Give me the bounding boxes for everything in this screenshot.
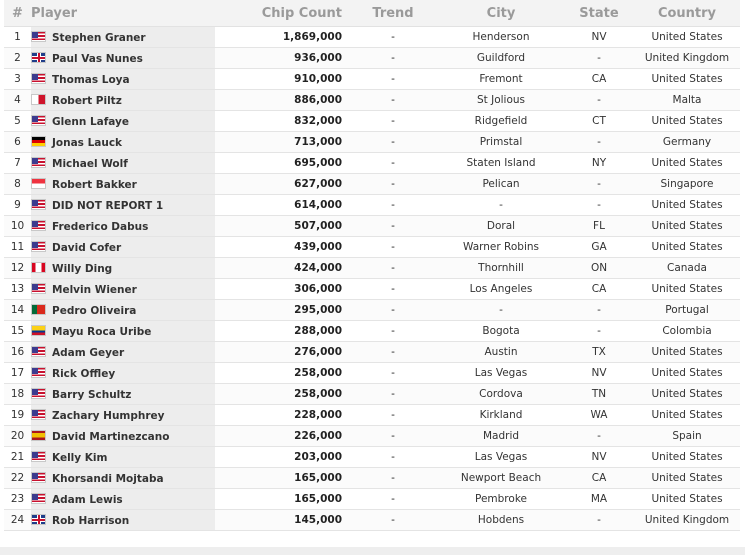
country-flag-icon [31,73,46,84]
player-name-link[interactable]: Stephen Graner [52,31,146,44]
rank-cell: 23 [4,489,31,510]
state-cell: - [564,321,634,342]
country-cell: United States [634,363,740,384]
player-name-link[interactable]: Adam Lewis [52,493,123,506]
header-player[interactable]: Player [31,0,215,27]
trend-cell: - [348,321,438,342]
trend-cell: - [348,153,438,174]
city-cell: Thornhill [438,258,564,279]
table-row [4,174,740,195]
table-body [4,27,740,531]
player-cell [31,384,215,405]
table-row [4,405,740,426]
chip-count-cell: 165,000 [215,489,348,510]
trend-cell: - [348,258,438,279]
player-name-link[interactable]: Kelly Kim [52,451,108,464]
rank-cell: 1 [4,27,31,48]
table-row [4,237,740,258]
country-cell: United States [634,27,740,48]
player-name-link[interactable]: Zachary Humphrey [52,409,165,422]
rank-cell: 6 [4,132,31,153]
state-cell: - [564,510,634,531]
header-country[interactable]: Country [634,0,740,27]
player-cell [31,510,215,531]
trend-cell: - [348,489,438,510]
country-cell: United States [634,195,740,216]
country-flag-icon [31,283,46,294]
country-flag-icon [31,346,46,357]
state-cell: CA [564,468,634,489]
city-cell: Ridgefield [438,111,564,132]
city-cell: Henderson [438,27,564,48]
table-row [4,510,740,531]
trend-cell: - [348,384,438,405]
state-cell: WA [564,405,634,426]
player-name-link[interactable]: Rick Offley [52,367,116,380]
country-cell: United States [634,342,740,363]
country-flag-icon [31,115,46,126]
rank-cell: 21 [4,447,31,468]
table-row [4,384,740,405]
chip-count-cell: 276,000 [215,342,348,363]
trend-cell: - [348,342,438,363]
rank-cell: 8 [4,174,31,195]
country-cell: United States [634,489,740,510]
player-cell [31,426,215,447]
city-cell: Bogota [438,321,564,342]
player-cell [31,300,215,321]
table-row [4,153,740,174]
chip-count-cell: 910,000 [215,69,348,90]
player-name-link[interactable]: Adam Geyer [52,346,125,359]
state-cell: CA [564,69,634,90]
country-flag-icon [31,514,46,525]
player-name-link[interactable]: Khorsandi Mojtaba [52,472,164,485]
state-cell: - [564,90,634,111]
table-row [4,111,740,132]
player-name-link[interactable]: David Martinezcano [52,430,170,443]
country-flag-icon [31,325,46,336]
chip-count-cell: 226,000 [215,426,348,447]
state-cell: - [564,132,634,153]
country-cell: Germany [634,132,740,153]
trend-cell: - [348,90,438,111]
rank-cell: 10 [4,216,31,237]
player-cell [31,489,215,510]
state-cell: - [564,426,634,447]
chip-count-cell: 832,000 [215,111,348,132]
state-cell: - [564,300,634,321]
country-cell: Colombia [634,321,740,342]
header-trend[interactable]: Trend [348,0,438,27]
country-cell: United States [634,69,740,90]
table-row [4,195,740,216]
state-cell: - [564,174,634,195]
country-cell: United States [634,447,740,468]
country-flag-icon [31,262,46,273]
city-cell: Las Vegas [438,363,564,384]
country-cell: United States [634,237,740,258]
player-name-link[interactable]: Pedro Oliveira [52,304,137,317]
rank-cell: 12 [4,258,31,279]
player-cell [31,447,215,468]
chip-count-cell: 886,000 [215,90,348,111]
country-cell: United Kingdom [634,510,740,531]
trend-cell: - [348,174,438,195]
state-cell: NV [564,363,634,384]
player-cell [31,405,215,426]
chip-count-cell: 258,000 [215,384,348,405]
table-row [4,27,740,48]
bottom-scroll-area [0,547,745,555]
rank-cell: 24 [4,510,31,531]
state-cell: NV [564,447,634,468]
city-cell: - [438,300,564,321]
country-flag-icon [31,367,46,378]
player-cell [31,279,215,300]
country-flag-icon [31,220,46,231]
rank-cell: 5 [4,111,31,132]
country-cell: United States [634,279,740,300]
city-cell: Pelican [438,174,564,195]
player-cell [31,69,215,90]
state-cell: CA [564,279,634,300]
rank-cell: 16 [4,342,31,363]
table-row [4,426,740,447]
player-name-link[interactable]: David Cofer [52,241,122,254]
country-cell: United States [634,153,740,174]
player-cell [31,48,215,69]
country-cell: United States [634,216,740,237]
player-cell [31,174,215,195]
table-row [4,69,740,90]
player-cell [31,237,215,258]
rank-cell: 4 [4,90,31,111]
player-name-link[interactable]: Willy Ding [52,262,113,275]
chip-count-cell: 165,000 [215,468,348,489]
country-flag-icon [31,430,46,441]
table-row [4,90,740,111]
trend-cell: - [348,111,438,132]
country-flag-icon [31,31,46,42]
header-city[interactable]: City [438,0,564,27]
chip-count-cell: 713,000 [215,132,348,153]
player-cell [31,195,215,216]
country-flag-icon [31,157,46,168]
trend-cell: - [348,27,438,48]
city-cell: Hobdens [438,510,564,531]
player-cell [31,27,215,48]
trend-cell: - [348,69,438,90]
country-flag-icon [31,409,46,420]
player-cell [31,132,215,153]
city-cell: Newport Beach [438,468,564,489]
country-flag-icon [31,388,46,399]
player-cell [31,342,215,363]
trend-cell: - [348,195,438,216]
chip-count-cell: 295,000 [215,300,348,321]
trend-cell: - [348,237,438,258]
header-chip-count[interactable]: Chip Count [215,0,348,27]
player-cell [31,468,215,489]
country-cell: Spain [634,426,740,447]
table-row [4,132,740,153]
country-cell: United States [634,468,740,489]
state-cell: MA [564,489,634,510]
table-row [4,279,740,300]
header-state[interactable]: State [564,0,634,27]
state-cell: ON [564,258,634,279]
state-cell: - [564,195,634,216]
country-flag-icon [31,136,46,147]
chip-count-cell: 614,000 [215,195,348,216]
country-flag-icon [31,451,46,462]
country-cell: Malta [634,90,740,111]
city-cell: Pembroke [438,489,564,510]
country-flag-icon [31,241,46,252]
trend-cell: - [348,426,438,447]
state-cell: CT [564,111,634,132]
country-cell: United States [634,111,740,132]
city-cell: Kirkland [438,405,564,426]
trend-cell: - [348,363,438,384]
city-cell: Guildford [438,48,564,69]
table-row [4,300,740,321]
city-cell: Los Angeles [438,279,564,300]
rank-cell: 9 [4,195,31,216]
player-name-link[interactable]: Glenn Lafaye [52,115,130,128]
chip-count-cell: 203,000 [215,447,348,468]
trend-cell: - [348,279,438,300]
table-row [4,258,740,279]
city-cell: Las Vegas [438,447,564,468]
header-rank[interactable]: # [4,0,31,27]
rank-cell: 2 [4,48,31,69]
player-name-link[interactable]: Robert Bakker [52,178,137,191]
player-cell [31,90,215,111]
chip-count-cell: 507,000 [215,216,348,237]
trend-cell: - [348,300,438,321]
player-cell [31,111,215,132]
player-name-link[interactable]: Frederico Dabus [52,220,149,233]
player-cell [31,216,215,237]
chip-count-cell: 288,000 [215,321,348,342]
state-cell: FL [564,216,634,237]
city-cell: Primstal [438,132,564,153]
rank-cell: 14 [4,300,31,321]
table-row [4,489,740,510]
city-cell: Madrid [438,426,564,447]
state-cell: NY [564,153,634,174]
table-row [4,447,740,468]
country-flag-icon [31,493,46,504]
table-row [4,363,740,384]
table-header-row [4,0,740,27]
table-row [4,48,740,69]
player-name-link[interactable]: Robert Piltz [52,94,122,107]
rank-cell: 17 [4,363,31,384]
country-flag-icon [31,94,46,105]
rank-cell: 3 [4,69,31,90]
country-cell: Singapore [634,174,740,195]
player-name-link[interactable]: DID NOT REPORT 1 [52,199,164,212]
player-name-link[interactable]: Mayu Roca Uribe [52,325,152,338]
chip-count-cell: 228,000 [215,405,348,426]
country-flag-icon [31,178,46,189]
country-cell: United Kingdom [634,48,740,69]
player-cell [31,258,215,279]
state-cell: TX [564,342,634,363]
trend-cell: - [348,510,438,531]
country-cell: Canada [634,258,740,279]
player-cell [31,153,215,174]
rank-cell: 7 [4,153,31,174]
table-row [4,216,740,237]
rank-cell: 15 [4,321,31,342]
chip-count-cell: 695,000 [215,153,348,174]
table-row [4,468,740,489]
state-cell: GA [564,237,634,258]
rank-cell: 11 [4,237,31,258]
country-flag-icon [31,472,46,483]
rank-cell: 13 [4,279,31,300]
player-name-link[interactable]: Thomas Loya [52,73,130,86]
city-cell: Fremont [438,69,564,90]
player-cell [31,321,215,342]
country-flag-icon [31,199,46,210]
player-name-link[interactable]: Melvin Wiener [52,283,137,296]
trend-cell: - [348,132,438,153]
trend-cell: - [348,48,438,69]
state-cell: NV [564,27,634,48]
chip-count-table [4,0,740,531]
rank-cell: 22 [4,468,31,489]
chip-count-cell: 1,869,000 [215,27,348,48]
city-cell: Warner Robins [438,237,564,258]
table-row [4,321,740,342]
state-cell: - [564,48,634,69]
chip-count-cell: 424,000 [215,258,348,279]
chip-count-cell: 936,000 [215,48,348,69]
player-name-link[interactable]: Paul Vas Nunes [52,52,143,65]
country-cell: United States [634,405,740,426]
rank-cell: 18 [4,384,31,405]
rank-cell: 19 [4,405,31,426]
chip-count-cell: 145,000 [215,510,348,531]
chip-count-cell: 258,000 [215,363,348,384]
country-flag-icon [31,52,46,63]
city-cell: Staten Island [438,153,564,174]
city-cell: Austin [438,342,564,363]
chip-count-cell: 306,000 [215,279,348,300]
player-cell [31,363,215,384]
state-cell: TN [564,384,634,405]
table-row [4,342,740,363]
country-cell: United States [634,384,740,405]
country-flag-icon [31,304,46,315]
player-name-link[interactable]: Jonas Lauck [52,136,123,149]
rank-cell: 20 [4,426,31,447]
city-cell: Doral [438,216,564,237]
trend-cell: - [348,216,438,237]
chip-count-cell: 439,000 [215,237,348,258]
player-name-link[interactable]: Michael Wolf [52,157,128,170]
trend-cell: - [348,405,438,426]
trend-cell: - [348,447,438,468]
city-cell: Cordova [438,384,564,405]
chip-count-cell: 627,000 [215,174,348,195]
player-name-link[interactable]: Rob Harrison [52,514,130,527]
city-cell: - [438,195,564,216]
trend-cell: - [348,468,438,489]
player-name-link[interactable]: Barry Schultz [52,388,132,401]
country-cell: Portugal [634,300,740,321]
city-cell: St Jolious [438,90,564,111]
